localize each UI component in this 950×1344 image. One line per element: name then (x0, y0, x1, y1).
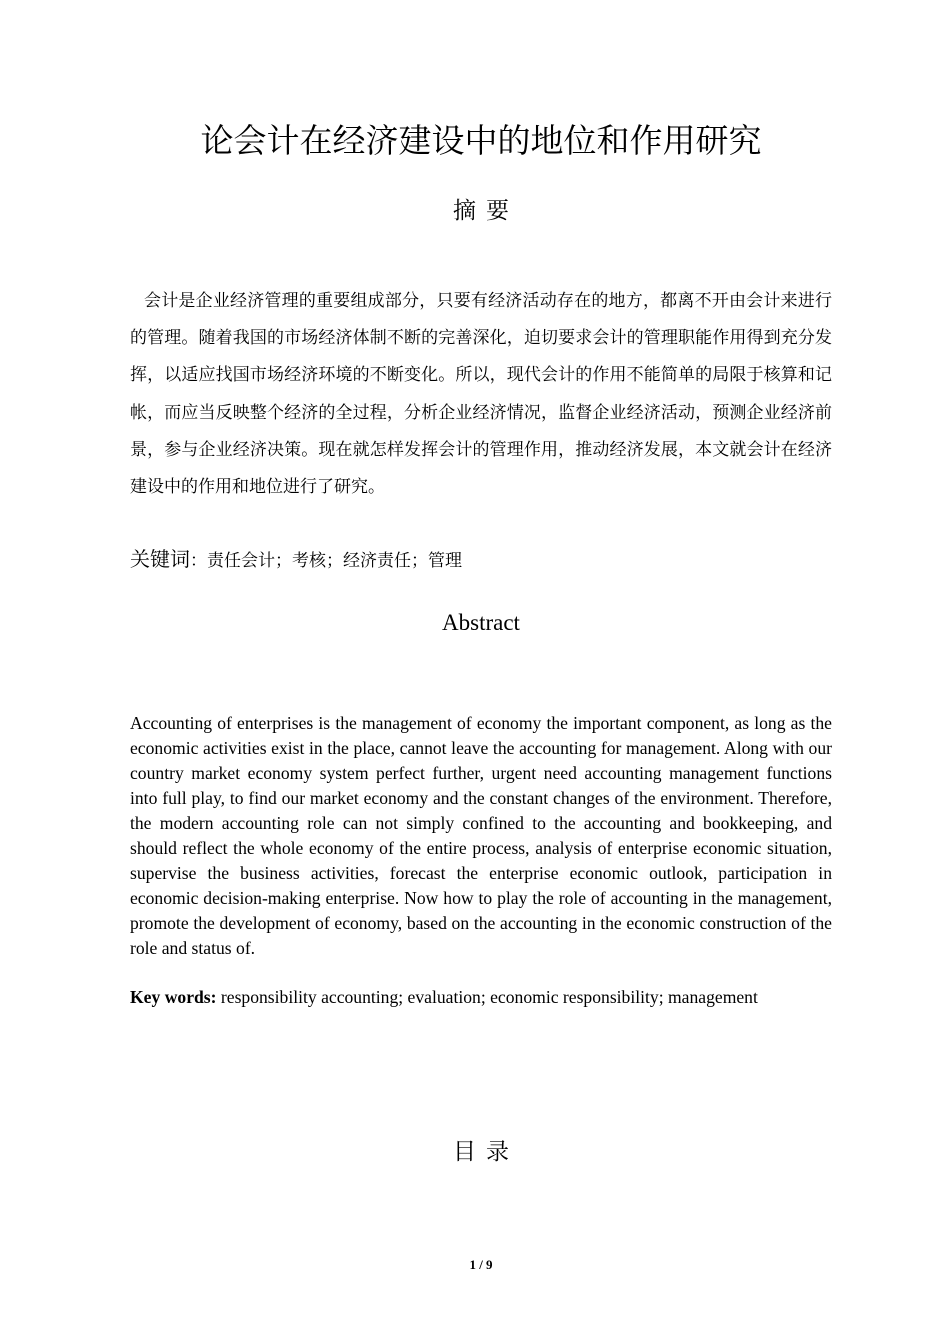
keywords-cn-value: ：责任会计；考核；经济责任；管理 (190, 551, 462, 571)
keywords-en (130, 985, 832, 1010)
keywords-en-label: Key words: (130, 987, 217, 1007)
keywords-en-value: responsibility accounting; evaluation; economic responsibility; management (216, 987, 758, 1007)
document-title: 论会计在经济建设中的地位和作用研究 (200, 121, 762, 160)
abstract-cn-body: 会计是企业经济管理的重要组成部分，只要有经济活动存在的地方，都离不开由会计来进行的管理。随着我国的市场经济体制不断的完善深化，迫切要求会计的管理职能作用得到充分发挥，以适应找国市场经济环境的不断变化。所以，现代会计的作用不能简单的局限于核算和记帐，而应当反映整个经济的全过程，分析企业经济情况，监督企业经济活动，预测企业经济前景，参与企业经济决策。现在就怎样发挥会计的管理作用，推动经济发展，本文就会计在经济建设中的作用和地位进行了研究。 (130, 291, 832, 498)
toc-heading: 目录 (453, 1139, 519, 1165)
abstract-en-heading: Abstract (442, 610, 520, 635)
keywords-cn-label: 关键词 (130, 547, 190, 571)
keywords-cn (130, 543, 832, 577)
abstract-en-body: Accounting of enterprises is the management of economy the important component, as long as the economic activities exist in the place, cannot leave the accounting for management. Along with our country market economy system perfect further, urgent need accounting management functions into full play, to find our market economy and the constant changes of the environment. Therefore, the modern accounting role can not simply confined to the accounting and bookkeeping, and should reflect the whole economy of the entire process, analysis of enterprise economic situation, supervise the business activities, forecast the enterprise economic outlook, participation in economic decision-making enterprise. Now how to play the role of accounting in the management, promote the development of economy, based on the accounting in the economic construction of the role and status of. (130, 713, 832, 958)
page-number: 1 / 9 (469, 1257, 493, 1272)
abstract-cn-heading: 摘要 (453, 198, 519, 224)
